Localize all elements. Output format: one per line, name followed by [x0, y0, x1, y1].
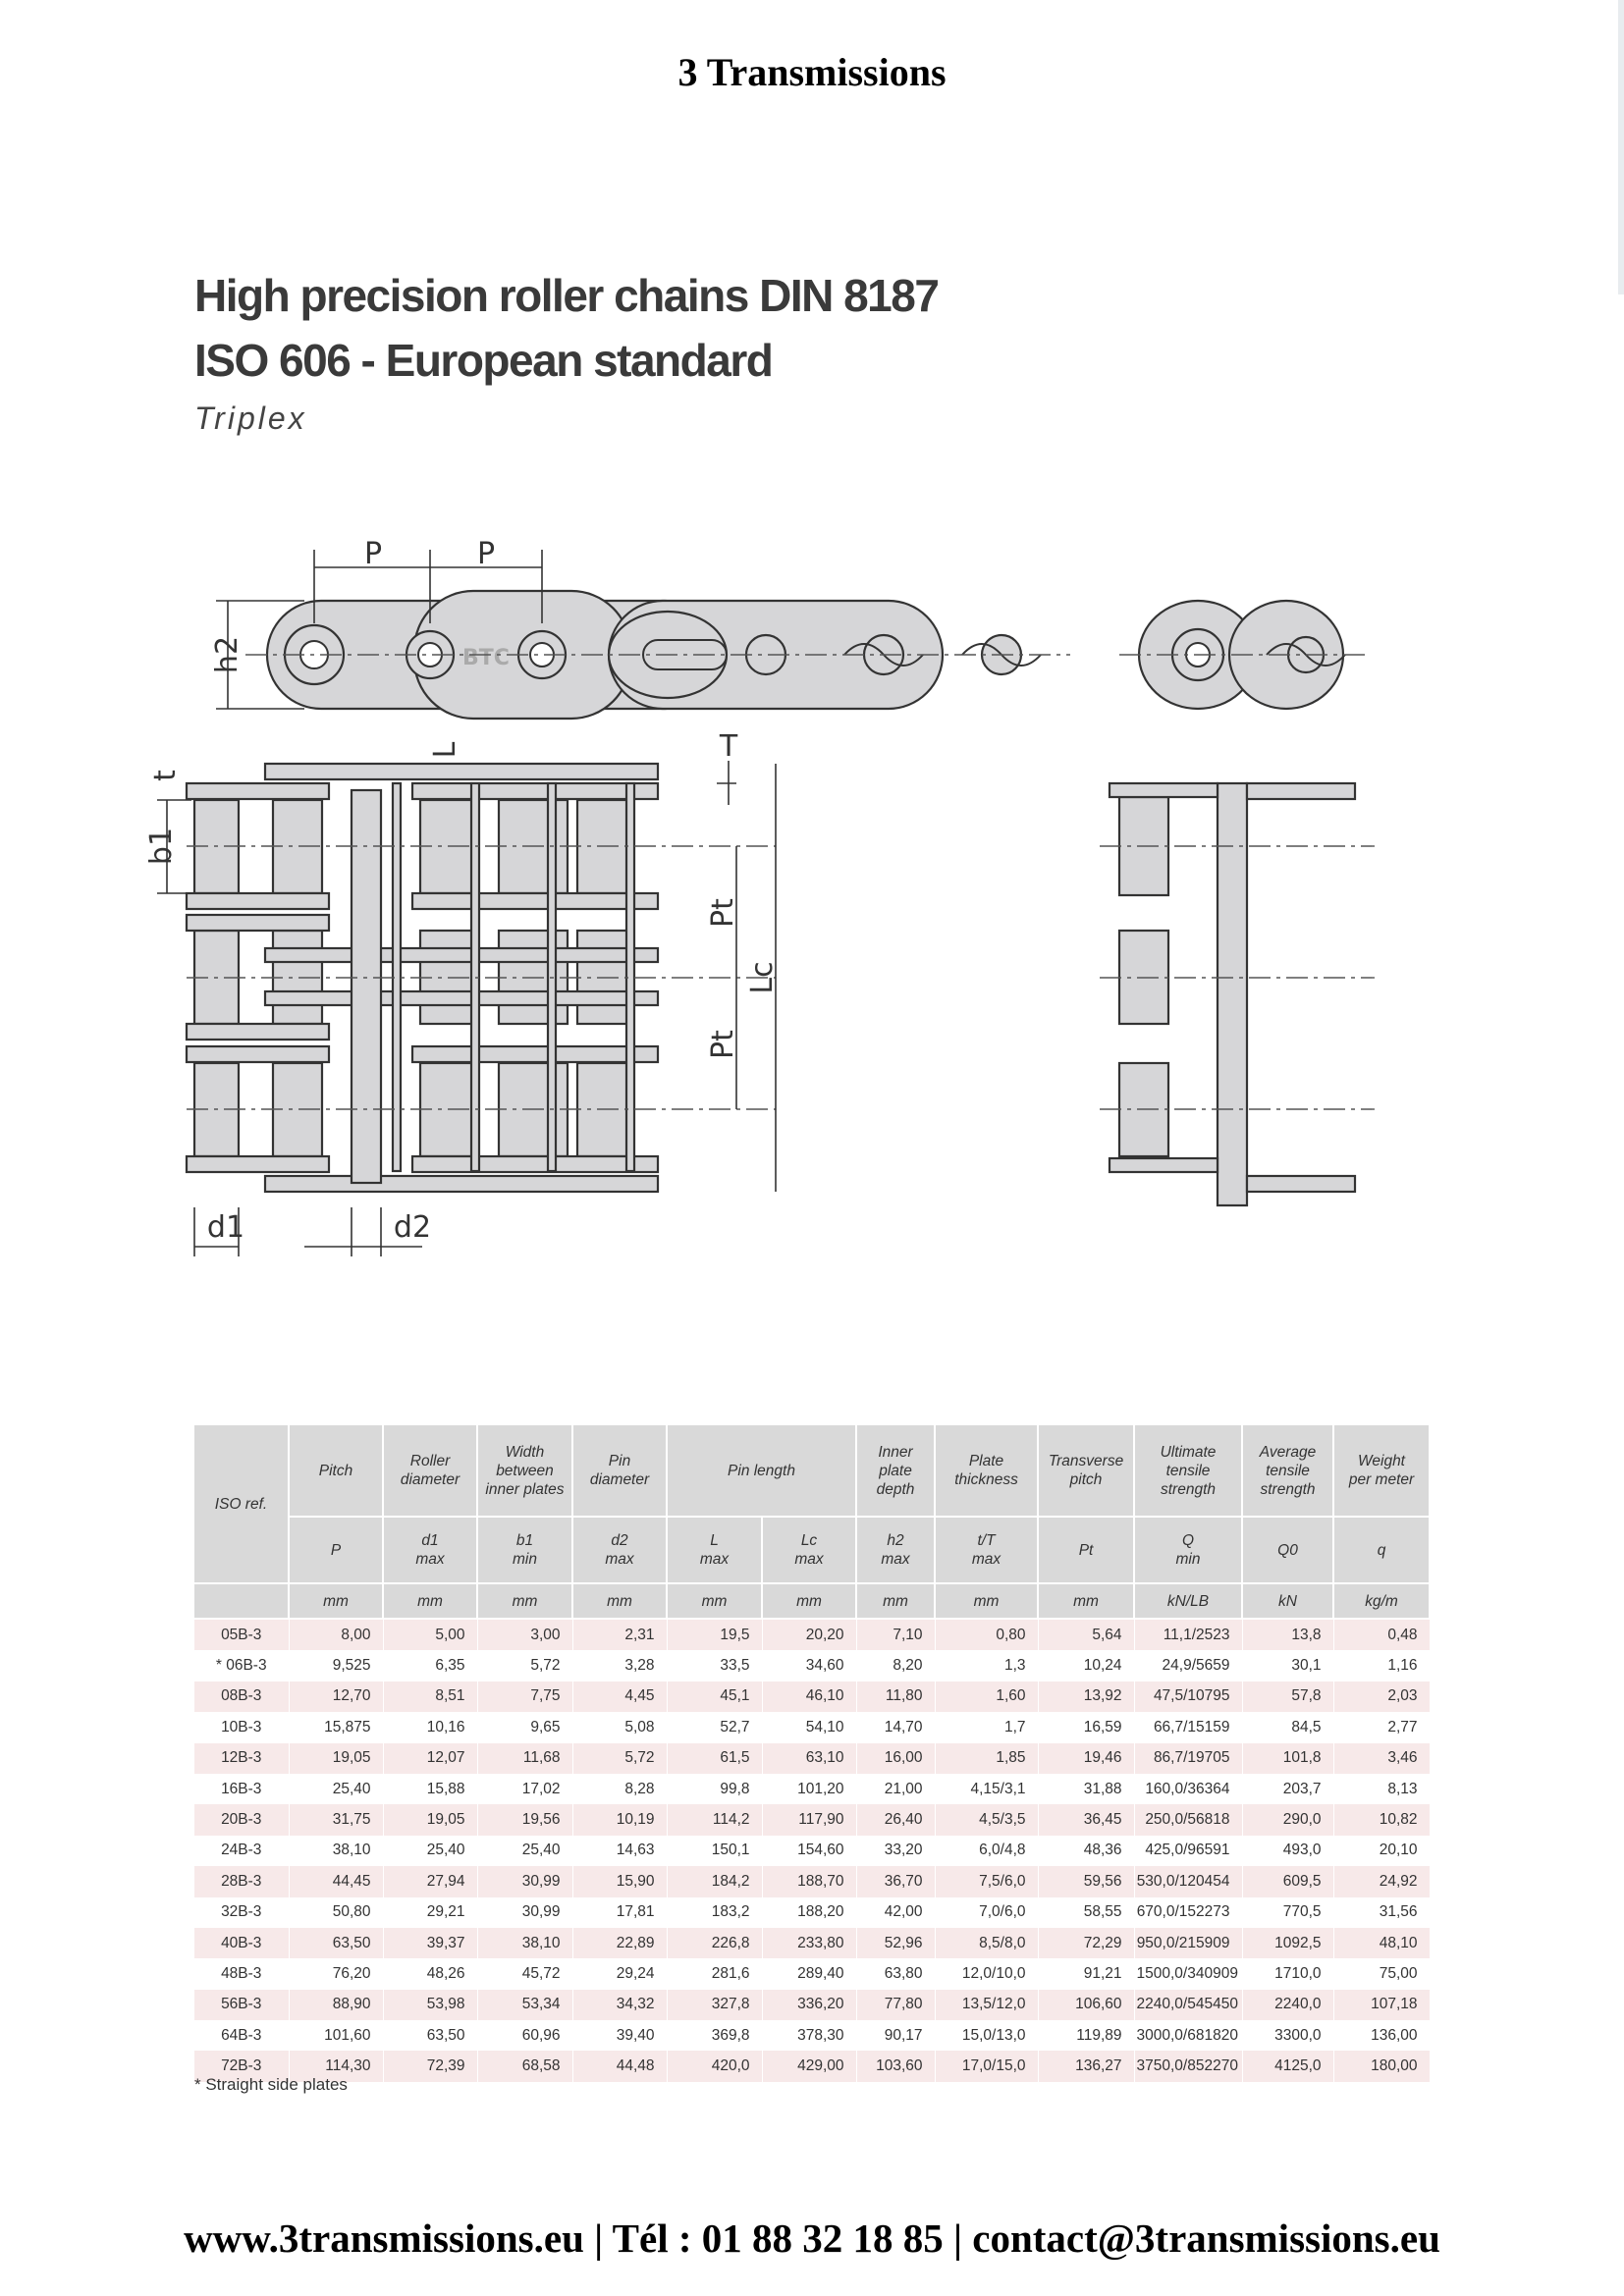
- table-cell: 76,20: [289, 1958, 383, 1989]
- table-row: [194, 1712, 1430, 1742]
- table-cell: 1,3: [935, 1650, 1038, 1681]
- iso-ref-cell: 28B-3: [194, 1866, 289, 1896]
- iso-ref-cell: 48B-3: [194, 1958, 289, 1989]
- table-cell: 48,10: [1333, 1928, 1430, 1958]
- table-cell: 5,08: [572, 1712, 667, 1742]
- col-average: Average tensile strength: [1242, 1425, 1333, 1517]
- table-cell: 22,89: [572, 1928, 667, 1958]
- table-cell: 25,40: [289, 1774, 383, 1804]
- table-cell: 2240,0: [1242, 1990, 1333, 2020]
- table-cell: 46,10: [762, 1682, 856, 1712]
- iso-ref-cell: 32B-3: [194, 1897, 289, 1928]
- table-cell: 420,0: [667, 2051, 762, 2081]
- label-d1: d1: [206, 1210, 245, 1245]
- chain-plan-view: [144, 729, 780, 1256]
- chain-technical-drawing: [144, 530, 1443, 1345]
- table-cell: 160,0/36364: [1134, 1774, 1242, 1804]
- table-row: [194, 1928, 1430, 1958]
- table-cell: 15,0/13,0: [935, 2020, 1038, 2051]
- table-cell: 2,77: [1333, 1712, 1430, 1742]
- table-cell: 101,60: [289, 2020, 383, 2051]
- table-cell: 5,00: [383, 1619, 477, 1650]
- chain-side-view: [210, 537, 1070, 719]
- table-cell: 11,1/2523: [1134, 1619, 1242, 1650]
- chain-spec-table: [194, 1425, 1431, 2082]
- contact-footer: www.3transmissions.eu | Tél : 01 88 32 18 85 | contact@3transmissions.eu: [184, 2216, 1440, 2261]
- table-cell: 53,34: [477, 1990, 572, 2020]
- table-cell: 30,1: [1242, 1650, 1333, 1681]
- table-cell: 4125,0: [1242, 2051, 1333, 2081]
- table-cell: 530,0/120454: [1134, 1866, 1242, 1896]
- table-cell: 27,94: [383, 1866, 477, 1896]
- table-cell: 429,00: [762, 2051, 856, 2081]
- table-cell: 34,60: [762, 1650, 856, 1681]
- table-cell: 114,30: [289, 2051, 383, 2081]
- table-cell: 24,92: [1333, 1866, 1430, 1896]
- table-cell: 1,16: [1333, 1650, 1430, 1681]
- table-cell: 3000,0/681820: [1134, 2020, 1242, 2051]
- table-cell: 24,9/5659: [1134, 1650, 1242, 1681]
- label-Lc: Lc: [745, 961, 780, 994]
- table-cell: 114,2: [667, 1804, 762, 1835]
- table-cell: 183,2: [667, 1897, 762, 1928]
- table-cell: 203,7: [1242, 1774, 1333, 1804]
- table-cell: 66,7/15159: [1134, 1712, 1242, 1742]
- table-cell: 117,90: [762, 1804, 856, 1835]
- table-cell: 13,5/12,0: [935, 1990, 1038, 2020]
- table-cell: 1,7: [935, 1712, 1038, 1742]
- table-cell: 19,05: [383, 1804, 477, 1835]
- iso-ref-cell: 72B-3: [194, 2051, 289, 2081]
- table-cell: 84,5: [1242, 1712, 1333, 1742]
- table-cell: 63,80: [856, 1958, 935, 1989]
- table-cell: 44,48: [572, 2051, 667, 2081]
- iso-ref-cell: 56B-3: [194, 1990, 289, 2020]
- table-cell: 47,5/10795: [1134, 1682, 1242, 1712]
- table-cell: 8,28: [572, 1774, 667, 1804]
- table-row: [194, 1958, 1430, 1989]
- table-cell: 5,72: [477, 1650, 572, 1681]
- table-cell: 425,0/96591: [1134, 1836, 1242, 1866]
- table-cell: 3750,0/852270: [1134, 2051, 1242, 2081]
- table-cell: 14,70: [856, 1712, 935, 1742]
- table-cell: 50,80: [289, 1897, 383, 1928]
- table-cell: 1,85: [935, 1743, 1038, 1774]
- table-cell: 136,00: [1333, 2020, 1430, 2051]
- table-cell: 13,92: [1038, 1682, 1134, 1712]
- label-pt-1: Pt: [706, 898, 740, 928]
- table-row: [194, 1774, 1430, 1804]
- table-cell: 609,5: [1242, 1866, 1333, 1896]
- table-row: [194, 1650, 1430, 1681]
- table-body: [194, 1619, 1430, 2082]
- table-row: [194, 1990, 1430, 2020]
- table-row: [194, 2051, 1430, 2081]
- iso-ref-cell: 16B-3: [194, 1774, 289, 1804]
- table-cell: 45,1: [667, 1682, 762, 1712]
- table-cell: 25,40: [477, 1836, 572, 1866]
- table-cell: 289,40: [762, 1958, 856, 1989]
- table-cell: 44,45: [289, 1866, 383, 1896]
- table-cell: 226,8: [667, 1928, 762, 1958]
- table-cell: 10,82: [1333, 1804, 1430, 1835]
- table-cell: 8,13: [1333, 1774, 1430, 1804]
- connecting-pin: [352, 790, 381, 1183]
- table-cell: 72,39: [383, 2051, 477, 2081]
- col-ultimate: Ultimate tensile strength: [1134, 1425, 1242, 1517]
- table-cell: 9,525: [289, 1650, 383, 1681]
- table-cell: 52,7: [667, 1712, 762, 1742]
- table-cell: 9,65: [477, 1712, 572, 1742]
- table-cell: 42,00: [856, 1897, 935, 1928]
- col-transverse: Transverse pitch: [1038, 1425, 1134, 1517]
- table-cell: 16,59: [1038, 1712, 1134, 1742]
- chain-end-view-plan: [1100, 783, 1375, 1205]
- table-cell: 19,46: [1038, 1743, 1134, 1774]
- table-cell: 3300,0: [1242, 2020, 1333, 2051]
- table-cell: 7,5/6,0: [935, 1866, 1038, 1896]
- table-cell: 20,10: [1333, 1836, 1430, 1866]
- table-cell: 88,90: [289, 1990, 383, 2020]
- table-cell: 19,05: [289, 1743, 383, 1774]
- table-cell: 327,8: [667, 1990, 762, 2020]
- label-pitch-1: P: [363, 537, 383, 571]
- table-cell: 30,99: [477, 1897, 572, 1928]
- table-footnote: * Straight side plates: [194, 2075, 348, 2094]
- table-cell: 4,5/3,5: [935, 1804, 1038, 1835]
- table-cell: 17,02: [477, 1774, 572, 1804]
- table-cell: 233,80: [762, 1928, 856, 1958]
- iso-ref-cell: 10B-3: [194, 1712, 289, 1742]
- table-cell: 52,96: [856, 1928, 935, 1958]
- table-cell: 154,60: [762, 1836, 856, 1866]
- iso-ref-cell: 05B-3: [194, 1619, 289, 1650]
- label-T: T: [719, 729, 738, 764]
- table-cell: 6,0/4,8: [935, 1836, 1038, 1866]
- table-cell: 101,8: [1242, 1743, 1333, 1774]
- table-cell: 57,8: [1242, 1682, 1333, 1712]
- table-cell: 7,0/6,0: [935, 1897, 1038, 1928]
- table-cell: 33,20: [856, 1836, 935, 1866]
- table-cell: 950,0/215909: [1134, 1928, 1242, 1958]
- table-cell: 19,56: [477, 1804, 572, 1835]
- table-row: [194, 1866, 1430, 1896]
- table-cell: 17,81: [572, 1897, 667, 1928]
- table-cell: 2,03: [1333, 1682, 1430, 1712]
- table-cell: 670,0/152273: [1134, 1897, 1242, 1928]
- table-cell: 770,5: [1242, 1897, 1333, 1928]
- table-cell: 36,70: [856, 1866, 935, 1896]
- label-pitch-2: P: [476, 537, 496, 571]
- table-cell: 91,21: [1038, 1958, 1134, 1989]
- table-cell: 10,24: [1038, 1650, 1134, 1681]
- label-b1: b1: [144, 827, 179, 866]
- table-cell: 107,18: [1333, 1990, 1430, 2020]
- table-cell: 58,55: [1038, 1897, 1134, 1928]
- table-cell: 14,63: [572, 1836, 667, 1866]
- col-pitch: Pitch: [289, 1425, 383, 1517]
- table-cell: 369,8: [667, 2020, 762, 2051]
- table-cell: 38,10: [477, 1928, 572, 1958]
- iso-ref-cell: * 06B-3: [194, 1650, 289, 1681]
- table-cell: 180,00: [1333, 2051, 1430, 2081]
- table-cell: 6,35: [383, 1650, 477, 1681]
- table-cell: 72,29: [1038, 1928, 1134, 1958]
- table-cell: 493,0: [1242, 1836, 1333, 1866]
- iso-ref-cell: 12B-3: [194, 1743, 289, 1774]
- table-cell: 250,0/56818: [1134, 1804, 1242, 1835]
- table-row: [194, 1836, 1430, 1866]
- table-cell: 8,00: [289, 1619, 383, 1650]
- table-cell: 63,50: [289, 1928, 383, 1958]
- title-line-2: ISO 606 - European standard: [194, 335, 773, 386]
- table-cell: 17,0/15,0: [935, 2051, 1038, 2081]
- label-pt-2: Pt: [706, 1030, 740, 1059]
- table-cell: 188,20: [762, 1897, 856, 1928]
- table-cell: 11,68: [477, 1743, 572, 1774]
- col-width: Width between inner plates: [477, 1425, 572, 1517]
- table-cell: 8,51: [383, 1682, 477, 1712]
- table-row: [194, 1804, 1430, 1835]
- table-cell: 19,5: [667, 1619, 762, 1650]
- document-title: [194, 263, 938, 393]
- table-cell: 3,00: [477, 1619, 572, 1650]
- table-cell: 0,80: [935, 1619, 1038, 1650]
- table-cell: 3,46: [1333, 1743, 1430, 1774]
- table-cell: 13,8: [1242, 1619, 1333, 1650]
- table-cell: 99,8: [667, 1774, 762, 1804]
- table-row: [194, 2020, 1430, 2051]
- table-cell: 336,20: [762, 1990, 856, 2020]
- table-cell: 4,15/3,1: [935, 1774, 1038, 1804]
- document-subtitle: Triplex: [194, 400, 307, 436]
- table-cell: 15,90: [572, 1866, 667, 1896]
- page-edge-strip: [1618, 0, 1624, 294]
- table-cell: 20,20: [762, 1619, 856, 1650]
- table-cell: 59,56: [1038, 1866, 1134, 1896]
- table-cell: 39,37: [383, 1928, 477, 1958]
- table-cell: 29,21: [383, 1897, 477, 1928]
- label-L: L: [428, 741, 462, 759]
- table-cell: 53,98: [383, 1990, 477, 2020]
- table-cell: 188,70: [762, 1866, 856, 1896]
- table-cell: 103,60: [856, 2051, 935, 2081]
- label-d2: d2: [393, 1210, 432, 1245]
- table-cell: 281,6: [667, 1958, 762, 1989]
- table-cell: 378,30: [762, 2020, 856, 2051]
- table-row: [194, 1682, 1430, 1712]
- table-cell: 11,80: [856, 1682, 935, 1712]
- table-cell: 8,20: [856, 1650, 935, 1681]
- table-cell: 36,45: [1038, 1804, 1134, 1835]
- table-cell: 136,27: [1038, 2051, 1134, 2081]
- table-cell: 48,26: [383, 1958, 477, 1989]
- iso-ref-cell: 20B-3: [194, 1804, 289, 1835]
- table-cell: 8,5/8,0: [935, 1928, 1038, 1958]
- table-cell: 29,24: [572, 1958, 667, 1989]
- chain-end-view-top: [1119, 601, 1365, 709]
- table-cell: 4,45: [572, 1682, 667, 1712]
- table-cell: 0,48: [1333, 1619, 1430, 1650]
- table-cell: 25,40: [383, 1836, 477, 1866]
- table-cell: 38,10: [289, 1836, 383, 1866]
- table-cell: 101,20: [762, 1774, 856, 1804]
- table-cell: 2240,0/545450: [1134, 1990, 1242, 2020]
- col-pin-diameter: Pin diameter: [572, 1425, 667, 1517]
- table-cell: 12,07: [383, 1743, 477, 1774]
- table-cell: 60,96: [477, 2020, 572, 2051]
- table-cell: 48,36: [1038, 1836, 1134, 1866]
- table-cell: 150,1: [667, 1836, 762, 1866]
- table-cell: 63,50: [383, 2020, 477, 2051]
- table-cell: 2,31: [572, 1619, 667, 1650]
- table-cell: 54,10: [762, 1712, 856, 1742]
- table-cell: 31,88: [1038, 1774, 1134, 1804]
- table-cell: 3,28: [572, 1650, 667, 1681]
- table-cell: 7,10: [856, 1619, 935, 1650]
- company-header: 3 Transmissions: [677, 50, 947, 94]
- table-cell: 39,40: [572, 2020, 667, 2051]
- table-cell: 5,64: [1038, 1619, 1134, 1650]
- table-cell: 34,32: [572, 1990, 667, 2020]
- table-cell: 21,00: [856, 1774, 935, 1804]
- label-h2: h2: [210, 635, 244, 674]
- table-cell: 106,60: [1038, 1990, 1134, 2020]
- table-cell: 31,56: [1333, 1897, 1430, 1928]
- table-cell: 75,00: [1333, 1958, 1430, 1989]
- iso-ref-cell: 24B-3: [194, 1836, 289, 1866]
- table-cell: 10,19: [572, 1804, 667, 1835]
- table-symbol-row: P d1 max b1 min d2 max L max Lc max h2 max t/T max Pt Q min Q0 q: [194, 1517, 1430, 1583]
- col-pin-length: Pin length: [667, 1425, 856, 1517]
- table-cell: 63,10: [762, 1743, 856, 1774]
- table-cell: 1500,0/340909: [1134, 1958, 1242, 1989]
- table-cell: 26,40: [856, 1804, 935, 1835]
- iso-ref-cell: 64B-3: [194, 2020, 289, 2051]
- table-cell: 16,00: [856, 1743, 935, 1774]
- table-cell: 1092,5: [1242, 1928, 1333, 1958]
- table-cell: 10,16: [383, 1712, 477, 1742]
- iso-ref-cell: 40B-3: [194, 1928, 289, 1958]
- col-weight: Weight per meter: [1333, 1425, 1430, 1517]
- table-cell: 30,99: [477, 1866, 572, 1896]
- table-cell: 12,70: [289, 1682, 383, 1712]
- table-cell: 15,88: [383, 1774, 477, 1804]
- table-row: [194, 1897, 1430, 1928]
- table-cell: 61,5: [667, 1743, 762, 1774]
- table-cell: 68,58: [477, 2051, 572, 2081]
- col-plate-thickness: Plate thickness: [935, 1425, 1038, 1517]
- table-cell: 1,60: [935, 1682, 1038, 1712]
- title-line-1: High precision roller chains DIN 8187: [194, 270, 939, 321]
- table-cell: 5,72: [572, 1743, 667, 1774]
- table-cell: 86,7/19705: [1134, 1743, 1242, 1774]
- iso-ref-cell: 08B-3: [194, 1682, 289, 1712]
- label-t: t: [148, 770, 183, 781]
- brand-mark: BTC: [462, 646, 510, 670]
- table-unit-row: mm mm mm mm mm mm mm mm mm kN/LB kN kg/m: [194, 1583, 1430, 1619]
- col-iso-ref: ISO ref.: [194, 1425, 289, 1583]
- table-cell: 184,2: [667, 1866, 762, 1896]
- table-cell: 12,0/10,0: [935, 1958, 1038, 1989]
- table-row: [194, 1619, 1430, 1650]
- table-cell: 31,75: [289, 1804, 383, 1835]
- table-row: [194, 1743, 1430, 1774]
- table-cell: 45,72: [477, 1958, 572, 1989]
- col-inner-plate: Inner plate depth: [856, 1425, 935, 1517]
- table-cell: 15,875: [289, 1712, 383, 1742]
- table-cell: 77,80: [856, 1990, 935, 2020]
- col-roller: Roller diameter: [383, 1425, 477, 1517]
- table-cell: 90,17: [856, 2020, 935, 2051]
- table-cell: 1710,0: [1242, 1958, 1333, 1989]
- table-cell: 290,0: [1242, 1804, 1333, 1835]
- table-cell: 119,89: [1038, 2020, 1134, 2051]
- table-cell: 7,75: [477, 1682, 572, 1712]
- table-header-row: [194, 1425, 1430, 1517]
- table-cell: 33,5: [667, 1650, 762, 1681]
